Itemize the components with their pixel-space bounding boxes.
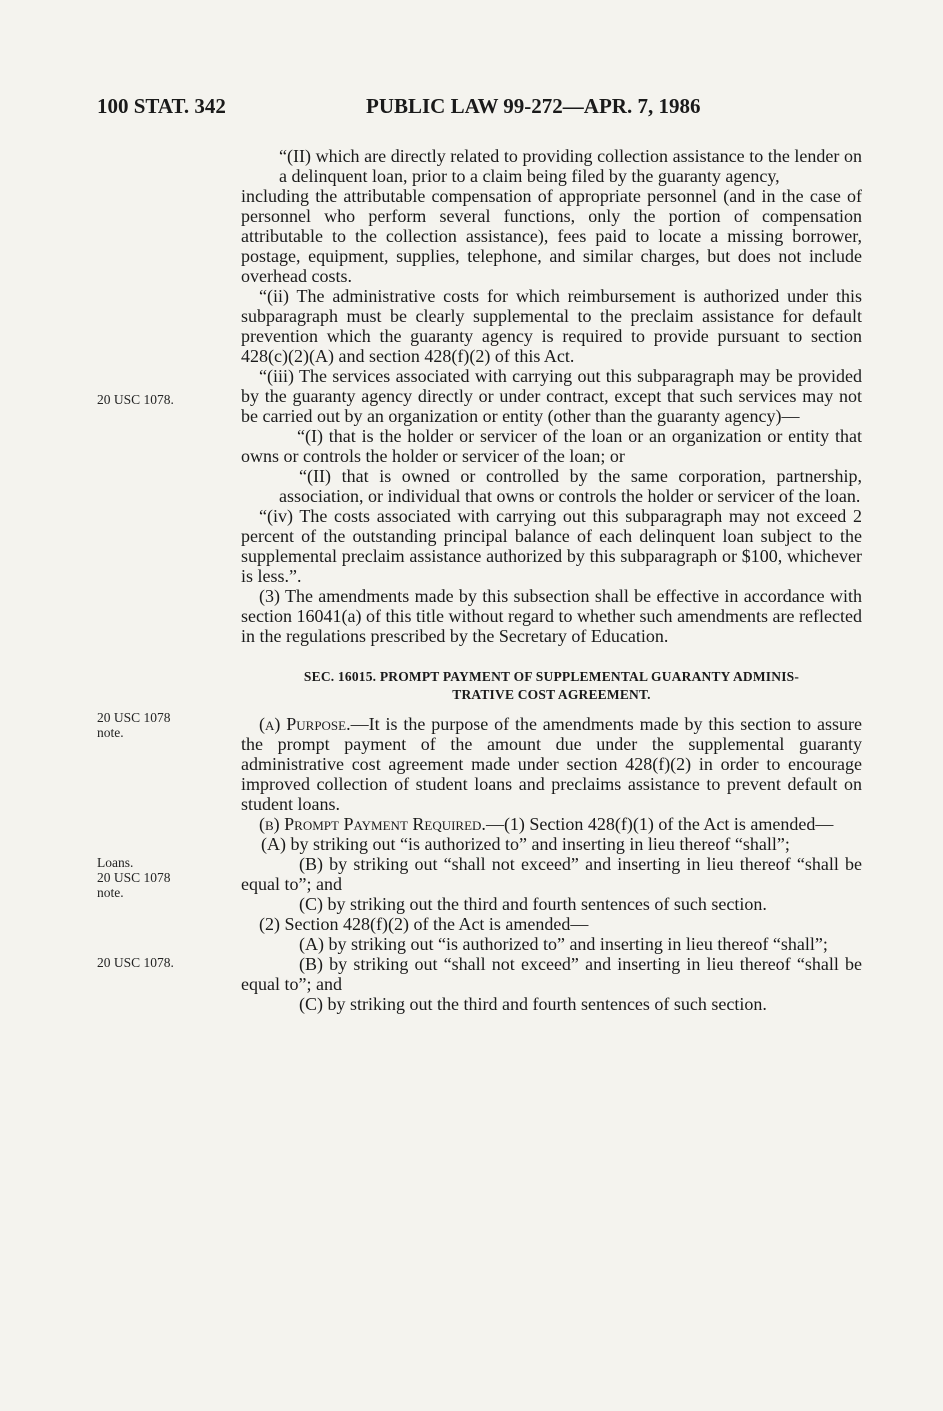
body-text [241,146,862,1014]
paragraph: including the attributable compensation of appropriate personnel (and in the case of personnel who perform several functions, only the portion of compensation attributable to the collection assistance), fees paid to locate a missing borrower, postage, equipment, supplies, telephone, and similar charges, but does not include overhead costs. [241,186,862,286]
statute-page-number: 100 STAT. 342 [97,94,226,118]
margin-note-line: note. [97,725,124,740]
paragraph [241,814,862,834]
subsection-label: (a) Purpose. [259,714,351,734]
paragraph: (2) Section 428(f)(2) of the Act is amended— [259,914,589,934]
section-heading: SEC. 16015. PROMPT PAYMENT OF SUPPLEMENTAL GUARANTY ADMINIS- [303,669,800,684]
paragraph: “(iv) The costs associated with carrying out this subparagraph may not exceed 2 percent of the outstanding principal balance of each delinquent loan subject to the supplemental preclaim assistance authorized by this subparagraph or $100, whichever is less.”. [241,506,862,586]
paragraph: (B) by striking out “shall not exceed” and inserting in lieu thereof “shall be equal to”; and [241,854,862,894]
paragraph: (3) The amendments made by this subsection shall be effective in accordance with section 16041(a) of this title without regard to whether such amendments are reflected in the regulations prescribed by the Secretary of Education. [241,586,862,646]
margin-note-line: 20 USC 1078 [97,870,171,885]
paragraph: “(II) that is owned or controlled by the same corporation, partnership, association, or individual that owns or controls the holder or servicer of the loan. [279,466,862,506]
paragraph: (A) by striking out “is authorized to” and inserting in lieu thereof “shall”; [261,834,790,854]
page-header [0,94,943,130]
paragraph: (B) by striking out “shall not exceed” and inserting in lieu thereof “shall be equal to”; and [241,954,862,994]
paragraph: (C) by striking out the third and fourth sentences of such section. [299,894,767,914]
margin-note-usc-note [97,710,171,740]
paragraph [241,714,862,814]
paragraph: (A) by striking out “is authorized to” and inserting in lieu thereof “shall”; [299,934,828,954]
paragraph: “(II) which are directly related to providing collection assistance to the lender on a delinquent loan, prior to a claim being filed by the guaranty agency, [279,146,862,186]
margin-note-line: note. [97,885,124,900]
margin-note-line: 20 USC 1078 [97,710,171,725]
subsection-label: (b) Prompt Payment Required. [259,814,486,834]
paragraph: “(iii) The services associated with carrying out this subparagraph may be provided by the guaranty agency directly or under contract, except that such services may not be carried out by an organization or entity (other than the guaranty agency)— [241,366,862,426]
subsection-text: —(1) Section 428(f)(1) of the Act is amended— [485,814,834,834]
margin-note-usc: 20 USC 1078. [97,392,174,407]
margin-note-loans [97,855,171,900]
public-law-title: PUBLIC LAW 99-272—APR. 7, 1986 [366,94,701,118]
section-heading: TRATIVE COST AGREEMENT. [452,687,651,702]
paragraph: “(I) that is the holder or servicer of the loan or an organization or entity that owns or controls the holder or servicer of the loan; or [241,426,862,466]
subsection-text: —It is the purpose of the amendments made by this section to assure the prompt payment of the amount due under the supplemental guaranty administrative cost agreement made under section 428(f)(2) in order to encourage improved collection of student loans and preclaims assistance to prevent default on student loans. [241,714,862,814]
paragraph: “(ii) The administrative costs for which reimbursement is authorized under this subparagraph must be clearly supplemental to the preclaim assistance for default prevention which the guaranty agency is required to provide pursuant to section 428(c)(2)(A) and section 428(f)(2) of this Act. [241,286,862,366]
margin-note-usc: 20 USC 1078. [97,955,174,970]
paragraph: (C) by striking out the third and fourth sentences of such section. [299,994,767,1014]
margin-note-line: Loans. [97,855,134,870]
